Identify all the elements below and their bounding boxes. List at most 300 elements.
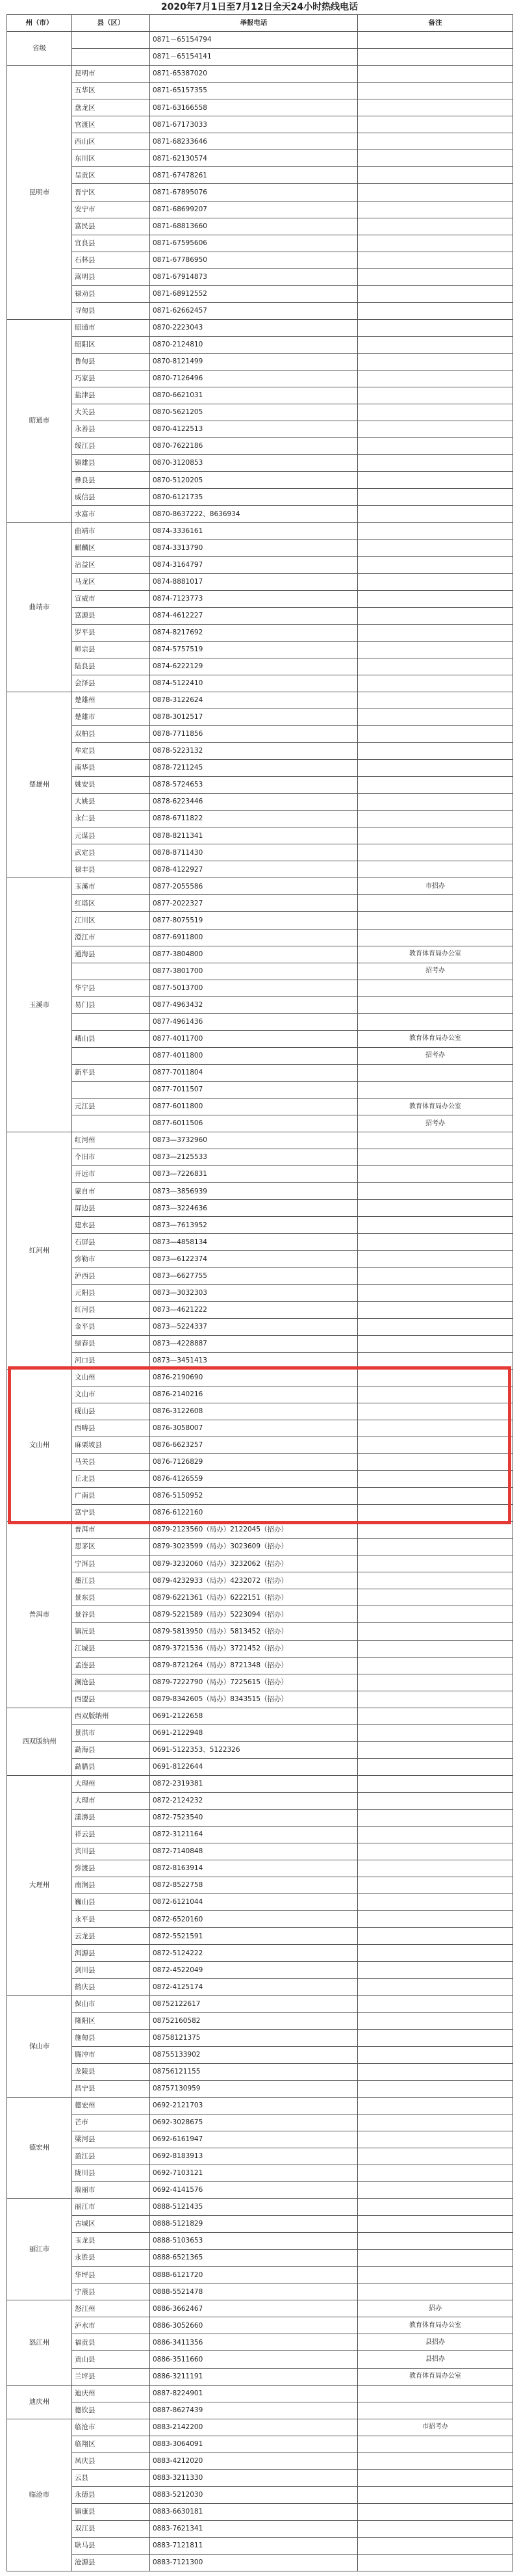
phone-cell: 0873—3224636 (150, 1200, 358, 1217)
note-cell (358, 2250, 513, 2267)
county-cell: 镇康县 (72, 2503, 150, 2520)
table-row (7, 1013, 513, 1030)
phone-cell: 0877-3801700 (150, 963, 358, 980)
county-cell: 鲁甸县 (72, 353, 150, 370)
county-cell: 思茅区 (72, 1539, 150, 1555)
table-row (7, 1809, 513, 1826)
table-row (7, 2334, 513, 2351)
phone-cell: 0886-3662467 (150, 2300, 358, 2317)
note-cell (358, 1386, 513, 1403)
note-cell (358, 607, 513, 624)
prefecture-cell: 普洱市 (7, 1522, 72, 1708)
table-row (7, 49, 513, 66)
table-row (7, 1251, 513, 1268)
note-cell (358, 827, 513, 844)
note-cell (358, 1471, 513, 1488)
table-row (7, 66, 513, 83)
note-cell: 市招办 (358, 878, 513, 895)
county-cell: 马龙区 (72, 573, 150, 590)
phone-cell: 0870-8121499 (150, 353, 358, 370)
county-cell (72, 1115, 150, 1132)
county-cell: 麒麟区 (72, 540, 150, 556)
note-cell (358, 472, 513, 489)
note-cell: 招考办 (358, 963, 513, 980)
table-row (7, 607, 513, 624)
table-row (7, 489, 513, 506)
note-cell (358, 285, 513, 302)
table-row (7, 421, 513, 438)
county-cell: 五华区 (72, 83, 150, 99)
note-cell: 教育体育局办公室 (358, 2368, 513, 2385)
phone-cell: 0692-8183913 (150, 2148, 358, 2165)
table-row (7, 133, 513, 150)
phone-cell: 0879-5221589（局办）5223094（招办） (150, 1606, 358, 1623)
note-cell (358, 743, 513, 760)
table-row (7, 1352, 513, 1369)
note-cell (358, 1301, 513, 1318)
table-row (7, 641, 513, 658)
phone-cell: 0692-7103121 (150, 2165, 358, 2181)
table-row (7, 1962, 513, 1979)
county-cell: 景东县 (72, 1589, 150, 1606)
county-cell: 水富市 (72, 506, 150, 523)
note-cell (358, 1827, 513, 1843)
page-title: 2020年7月1日至7月12日全天24小时热线电话 (160, 2, 359, 12)
phone-cell: 0873—4858134 (150, 1234, 358, 1251)
note-cell (358, 438, 513, 455)
note-cell (358, 2012, 513, 2029)
phone-cell: 0692-2121703 (150, 2097, 358, 2114)
note-cell (358, 2131, 513, 2148)
phone-cell: 0872-6121044 (150, 1894, 358, 1911)
county-cell: 峨山县 (72, 1030, 150, 1047)
note-cell (358, 133, 513, 150)
county-cell: 会泽县 (72, 675, 150, 692)
phone-cell: 0877-4961436 (150, 1013, 358, 1030)
note-cell (358, 2452, 513, 2469)
county-cell: 丘北县 (72, 1471, 150, 1488)
note-cell (358, 184, 513, 201)
county-cell: 文山市 (72, 1386, 150, 1403)
phone-cell: 0872-8522758 (150, 1877, 358, 1894)
phone-cell: 0888-6521365 (150, 2250, 358, 2267)
note-cell (358, 1268, 513, 1284)
county-cell: 永德县 (72, 2486, 150, 2503)
prefecture-cell: 临沧市 (7, 2419, 72, 2571)
county-cell: 广南县 (72, 1488, 150, 1505)
phone-cell: 0879-3721536（局办）3721452（招办） (150, 1640, 358, 1657)
note-cell (358, 641, 513, 658)
county-cell: 双江县 (72, 2520, 150, 2537)
phone-cell: 0886-3052660 (150, 2317, 358, 2334)
county-cell: 禄劝县 (72, 285, 150, 302)
table-row (7, 811, 513, 827)
table-row (7, 2063, 513, 2080)
table-row (7, 2351, 513, 2368)
county-cell: 永善县 (72, 421, 150, 438)
header-prefecture: 州（市） (7, 15, 72, 32)
county-cell: 呈贡区 (72, 167, 150, 184)
table-row (7, 1708, 513, 1724)
header-county: 县（区） (72, 15, 150, 32)
table-row (7, 2520, 513, 2537)
note-cell (358, 83, 513, 99)
prefecture-cell: 丽江市 (7, 2199, 72, 2300)
county-cell: 施甸县 (72, 2029, 150, 2046)
county-cell: 梁河县 (72, 2131, 150, 2148)
phone-cell: 0877-4011700 (150, 1030, 358, 1047)
note-cell (358, 709, 513, 725)
table-row (7, 1945, 513, 1962)
phone-cell: 0878-3012517 (150, 709, 358, 725)
county-cell: 瑞丽市 (72, 2182, 150, 2199)
note-cell (358, 506, 513, 523)
prefecture-cell: 怒江州 (7, 2300, 72, 2385)
phone-cell: 0873—4228887 (150, 1335, 358, 1352)
phone-cell: 0874-8881017 (150, 573, 358, 590)
note-cell (358, 760, 513, 777)
phone-cell: 0878-5724653 (150, 777, 358, 794)
phone-cell: 0872-4522049 (150, 1962, 358, 1979)
county-cell: 陇川县 (72, 2165, 150, 2181)
note-cell: 县招办 (358, 2351, 513, 2368)
prefecture-cell: 迪庆州 (7, 2385, 72, 2419)
note-cell (358, 1420, 513, 1437)
prefecture-cell: 大理州 (7, 1775, 72, 1996)
prefecture-cell: 曲靖市 (7, 523, 72, 692)
county-cell: 耿马县 (72, 2537, 150, 2554)
note-cell (358, 336, 513, 353)
table-row (7, 268, 513, 285)
county-cell: 勐腊县 (72, 1758, 150, 1775)
county-cell: 永仁县 (72, 811, 150, 827)
table-row (7, 1623, 513, 1640)
phone-cell: 0870-2124810 (150, 336, 358, 353)
phone-cell: 0692-6161947 (150, 2131, 358, 2148)
note-cell (358, 99, 513, 116)
table-row (7, 1217, 513, 1234)
phone-cell: 0879-7222790（局办）7225615（招办） (150, 1674, 358, 1691)
note-cell (358, 2486, 513, 2503)
table-row (7, 1606, 513, 1623)
note-cell (358, 912, 513, 929)
phone-cell: 0878-6223446 (150, 794, 358, 811)
county-cell: 金平县 (72, 1318, 150, 1335)
table-row (7, 506, 513, 523)
table-row (7, 912, 513, 929)
table-row (7, 573, 513, 590)
table-row (7, 2029, 513, 2046)
note-cell (358, 1166, 513, 1183)
note-cell (358, 929, 513, 946)
table-row (7, 1064, 513, 1081)
phone-cell: 0871-68912552 (150, 285, 358, 302)
county-cell: 河口县 (72, 1352, 150, 1369)
header-phone: 举报电话 (150, 15, 358, 32)
table-row (7, 777, 513, 794)
phone-cell: 0871-62130574 (150, 150, 358, 167)
table-row (7, 2537, 513, 2554)
table-row (7, 2182, 513, 2199)
phone-cell: 08756121155 (150, 2063, 358, 2080)
phone-cell: 0874-3336161 (150, 523, 358, 540)
phone-cell: 0878-4122927 (150, 861, 358, 878)
county-cell: 石林县 (72, 252, 150, 268)
county-cell: 澜沧县 (72, 1674, 150, 1691)
table-row (7, 1166, 513, 1183)
phone-cell: 0876-3122608 (150, 1403, 358, 1420)
county-cell: 临沧市 (72, 2419, 150, 2436)
county-cell: 洱源县 (72, 1945, 150, 1962)
county-cell: 楚雄市 (72, 709, 150, 725)
phone-cell: 0872-4125174 (150, 1979, 358, 1996)
county-cell (72, 1047, 150, 1064)
phone-cell: 0873—3856939 (150, 1183, 358, 1200)
note-cell (358, 370, 513, 387)
note-cell (358, 777, 513, 794)
county-cell: 牟定县 (72, 743, 150, 760)
table-row (7, 1555, 513, 1572)
phone-cell: 0877-7011804 (150, 1064, 358, 1081)
phone-cell: 0877-2055586 (150, 878, 358, 895)
phone-cell: 0871－65154141 (150, 49, 358, 66)
table-row (7, 1149, 513, 1166)
note-cell (358, 1437, 513, 1453)
table-row (7, 1030, 513, 1047)
note-cell (358, 2165, 513, 2181)
note-cell (358, 1013, 513, 1030)
phone-cell: 0692-3028675 (150, 2114, 358, 2131)
note-cell (358, 489, 513, 506)
phone-cell: 0874-7123773 (150, 590, 358, 607)
county-cell: 文山州 (72, 1369, 150, 1386)
phone-cell: 0876-5150952 (150, 1488, 358, 1505)
prefecture-cell: 保山市 (7, 1996, 72, 2097)
note-cell (358, 2097, 513, 2114)
county-cell: 大关县 (72, 404, 150, 421)
note-cell (358, 1860, 513, 1877)
note-cell (358, 1945, 513, 1962)
phone-cell: 0877-6911800 (150, 929, 358, 946)
table-row (7, 1860, 513, 1877)
phone-cell: 0870-5120205 (150, 472, 358, 489)
table-row (7, 1522, 513, 1539)
table-row (7, 1572, 513, 1589)
note-cell (358, 1555, 513, 1572)
phone-cell: 0874-5757519 (150, 641, 358, 658)
table-row (7, 2131, 513, 2148)
note-cell (358, 2555, 513, 2571)
table-row (7, 2012, 513, 2029)
county-cell: 永平县 (72, 1911, 150, 1928)
phone-cell: 0874-3164797 (150, 556, 358, 573)
note-cell (358, 49, 513, 66)
note-cell (358, 1132, 513, 1149)
note-cell (358, 1251, 513, 1268)
note-cell (358, 201, 513, 218)
note-cell (358, 844, 513, 861)
county-cell: 个旧市 (72, 1149, 150, 1166)
note-cell (358, 1996, 513, 2012)
county-cell: 云县 (72, 2469, 150, 2486)
county-cell: 元阳县 (72, 1284, 150, 1301)
county-cell: 盈江县 (72, 2148, 150, 2165)
table-row (7, 2486, 513, 2503)
county-cell: 陆良县 (72, 658, 150, 675)
note-cell (358, 1064, 513, 1081)
phone-cell: 08758121375 (150, 2029, 358, 2046)
phone-cell: 0871-63166558 (150, 99, 358, 116)
table-row (7, 1640, 513, 1657)
county-cell: 开远市 (72, 1166, 150, 1183)
county-cell: 寻甸县 (72, 302, 150, 319)
note-cell (358, 1488, 513, 1505)
county-cell: 巍山县 (72, 1894, 150, 1911)
county-cell: 泸西县 (72, 1268, 150, 1284)
table-row (7, 1234, 513, 1251)
table-row (7, 1724, 513, 1741)
phone-cell: 0874-5122410 (150, 675, 358, 692)
note-cell (358, 1403, 513, 1420)
table-row (7, 1268, 513, 1284)
table-row (7, 1589, 513, 1606)
phone-cell: 0873—7226831 (150, 1166, 358, 1183)
phone-cell: 0878-8211341 (150, 827, 358, 844)
phone-cell: 0877-6011800 (150, 1099, 358, 1115)
phone-cell: 0883-3211330 (150, 2469, 358, 2486)
table-row (7, 658, 513, 675)
phone-cell: 0886-3211191 (150, 2368, 358, 2385)
table-row (7, 1081, 513, 1098)
note-cell (358, 1962, 513, 1979)
note-cell: 教育体育局办公室 (358, 1099, 513, 1115)
prefecture-cell: 昭通市 (7, 319, 72, 523)
table-row (7, 2283, 513, 2300)
table-row (7, 1843, 513, 1860)
table-row (7, 794, 513, 811)
table-row (7, 1505, 513, 1522)
county-cell: 勐海县 (72, 1741, 150, 1758)
table-row (7, 929, 513, 946)
note-cell (358, 421, 513, 438)
phone-cell: 0874-8217692 (150, 624, 358, 641)
table-row (7, 167, 513, 184)
table-row (7, 201, 513, 218)
phone-cell: 0873—3732960 (150, 1132, 358, 1149)
note-cell (358, 1453, 513, 1470)
table-row (7, 1877, 513, 1894)
note-cell (358, 573, 513, 590)
table-row (7, 438, 513, 455)
note-cell (358, 66, 513, 83)
county-cell: 隆阳区 (72, 2012, 150, 2029)
note-cell (358, 1200, 513, 1217)
phone-cell: 0871-67895076 (150, 184, 358, 201)
county-cell: 姚安县 (72, 777, 150, 794)
note-cell (358, 2267, 513, 2283)
note-cell (358, 2233, 513, 2250)
note-cell (358, 2046, 513, 2063)
note-cell (358, 1522, 513, 1539)
note-cell (358, 1352, 513, 1369)
note-cell (358, 2029, 513, 2046)
note-cell (358, 2080, 513, 2097)
phone-cell: 0877-6011506 (150, 1115, 358, 1132)
note-cell (358, 2469, 513, 2486)
table-row (7, 1996, 513, 2012)
note-cell (358, 218, 513, 235)
county-cell: 昭阳区 (72, 336, 150, 353)
county-cell (72, 1081, 150, 1098)
county-cell: 昭通市 (72, 319, 150, 336)
table-row (7, 2452, 513, 2469)
phone-cell: 0879-4232933（局办）4232072（招办） (150, 1572, 358, 1589)
county-cell: 易门县 (72, 996, 150, 1013)
note-cell (358, 1877, 513, 1894)
phone-cell: 0878-3122624 (150, 692, 358, 709)
table-row (7, 1691, 513, 1708)
table-row (7, 2250, 513, 2267)
table-row (7, 2165, 513, 2181)
note-cell (358, 1081, 513, 1098)
phone-cell: 0873—6122374 (150, 1251, 358, 1268)
table-row (7, 83, 513, 99)
phone-cell: 0870-7126496 (150, 370, 358, 387)
note-cell (358, 658, 513, 675)
note-cell (358, 235, 513, 252)
county-cell: 玉溪市 (72, 878, 150, 895)
county-cell: 镇沅县 (72, 1623, 150, 1640)
phone-cell: 0870-8637222、8636934 (150, 506, 358, 523)
county-cell: 武定县 (72, 844, 150, 861)
county-cell: 嵩明县 (72, 268, 150, 285)
county-cell: 新平县 (72, 1064, 150, 1081)
phone-cell: 0871-67914873 (150, 268, 358, 285)
county-cell: 兰坪县 (72, 2368, 150, 2385)
prefecture-cell: 文山州 (7, 1369, 72, 1521)
table-row (7, 2267, 513, 2283)
phone-cell: 0874-6222129 (150, 658, 358, 675)
table-row (7, 455, 513, 472)
phone-cell: 0872-5124222 (150, 1945, 358, 1962)
phone-cell: 0878-7711856 (150, 725, 358, 742)
phone-cell: 0876-2190690 (150, 1369, 358, 1386)
note-cell (358, 1217, 513, 1234)
note-cell (358, 725, 513, 742)
phone-cell: 0691-8122644 (150, 1758, 358, 1775)
note-cell (358, 2503, 513, 2520)
phone-cell: 0888-5121435 (150, 2199, 358, 2216)
county-cell: 沾益区 (72, 556, 150, 573)
prefecture-cell: 省级 (7, 32, 72, 66)
table-row (7, 2114, 513, 2131)
phone-cell: 0691-5122353、5122326 (150, 1741, 358, 1758)
table-row (7, 1403, 513, 1420)
table-row (7, 2216, 513, 2233)
phone-cell: 0871-67478261 (150, 167, 358, 184)
county-cell: 宜良县 (72, 235, 150, 252)
table-row (7, 252, 513, 268)
county-cell: 马关县 (72, 1453, 150, 1470)
note-cell (358, 692, 513, 709)
phone-cell: 0872-7523540 (150, 1809, 358, 1826)
note-cell (358, 1369, 513, 1386)
table-row (7, 1420, 513, 1437)
county-cell: 罗平县 (72, 624, 150, 641)
table-row (7, 1335, 513, 1352)
phone-cell: 0876-3058007 (150, 1420, 358, 1437)
note-cell (358, 1284, 513, 1301)
